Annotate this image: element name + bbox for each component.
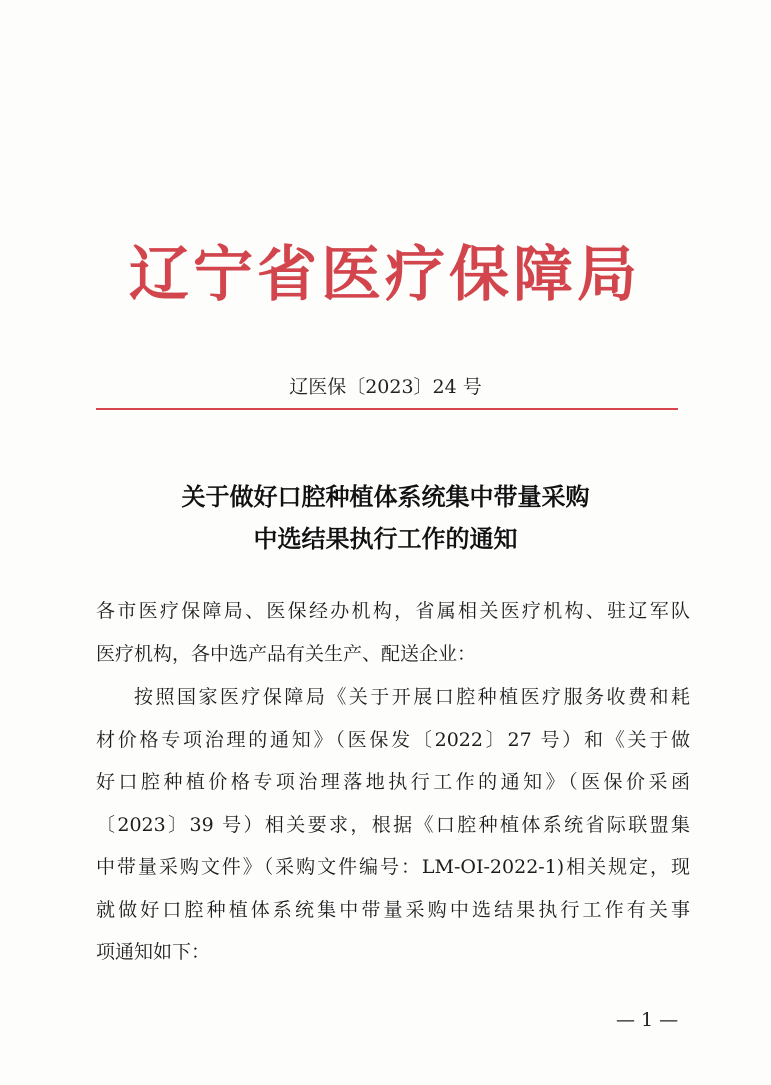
red-divider: [96, 408, 678, 410]
body-line-2: 医疗机构，各中选产品有关生产、配送企业：: [96, 643, 477, 665]
body-line-5: 好口腔种植价格专项治理落地执行工作的通知》（医保价采函: [96, 771, 690, 793]
document-number: 辽医保〔2023〕24 号: [289, 376, 482, 398]
document-title-line-2: 中选结果执行工作的通知: [253, 525, 518, 553]
body-line-1: 各市医疗保障局、医保经办机构，省属相关医疗机构、驻辽军队: [96, 600, 690, 622]
body-line-8: 就做好口腔种植体系统集中带量采购中选结果执行工作有关事: [96, 899, 690, 921]
body-line-4: 材价格专项治理的通知》（医保发〔2022〕27 号）和《关于做: [96, 729, 690, 751]
body-line-9: 项通知如下：: [96, 941, 211, 963]
body-line-3: 按照国家医疗保障局《关于开展口腔种植医疗服务收费和耗: [134, 686, 690, 708]
body-line-7: 中带量采购文件》（采购文件编号：LM-OI-2022-1)相关规定，现: [96, 856, 690, 878]
page-number: — 1 —: [616, 1009, 679, 1031]
document-title-line-1: 关于做好口腔种植体系统集中带量采购: [181, 483, 590, 511]
body-line-6: 〔2023〕39 号）相关要求，根据《口腔种植体系统省际联盟集: [96, 814, 690, 836]
issuer-heading: 辽宁省医疗保障局: [129, 240, 641, 310]
